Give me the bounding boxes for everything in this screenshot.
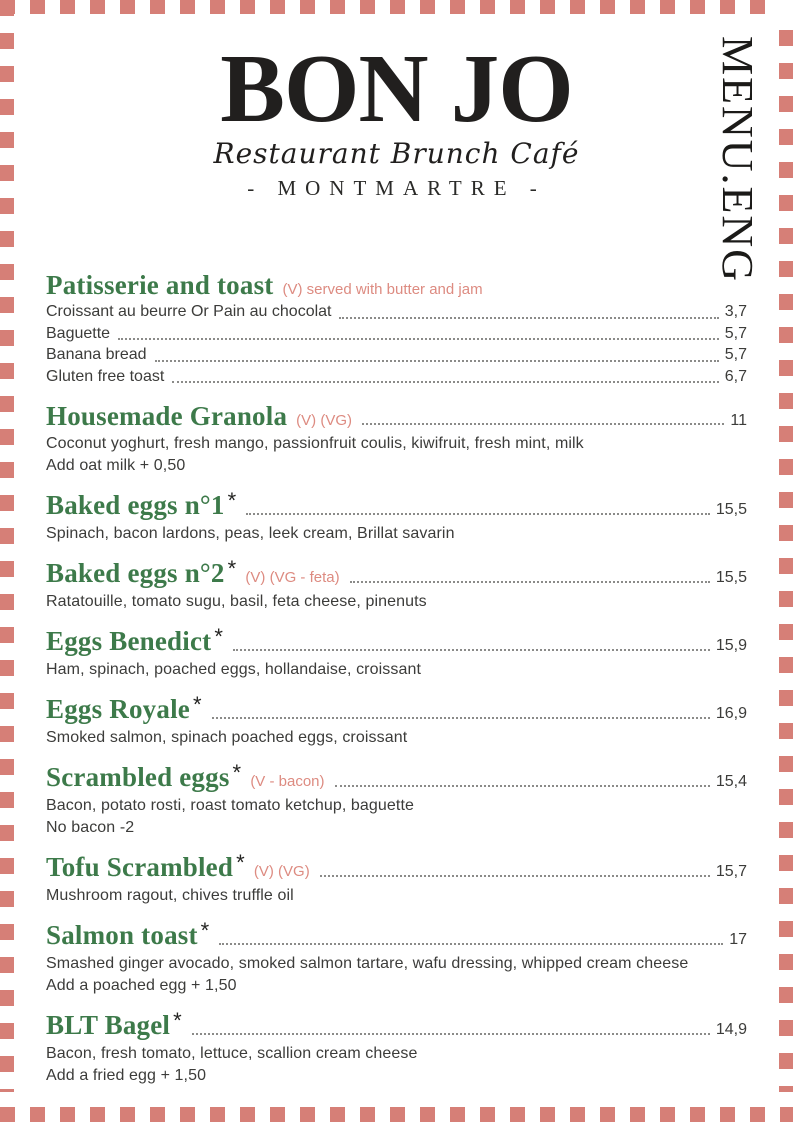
section-price: 15,5 bbox=[715, 501, 747, 518]
section-heading-row bbox=[46, 1010, 747, 1042]
dotted-leader bbox=[246, 513, 709, 515]
section-title bbox=[46, 558, 236, 590]
section-title bbox=[46, 920, 209, 952]
section-title-text: Salmon toast bbox=[46, 920, 198, 950]
item-price: 3,7 bbox=[724, 303, 747, 320]
dish-description: Mushroom ragout, chives truffle oil bbox=[46, 887, 294, 904]
item-price: 5,7 bbox=[724, 346, 747, 363]
menu-section-salmon-toast bbox=[46, 920, 747, 996]
section-title bbox=[46, 852, 245, 884]
section-title bbox=[46, 694, 202, 726]
menu-section-baked-eggs-n2 bbox=[46, 558, 747, 612]
asterisk-mark: * bbox=[227, 488, 237, 513]
dotted-leader bbox=[212, 717, 710, 719]
item-name: Gluten free toast bbox=[46, 367, 165, 385]
asterisk-mark: * bbox=[232, 760, 242, 785]
menu-list bbox=[46, 270, 747, 1086]
section-title-text: Eggs Royale bbox=[46, 694, 190, 724]
item-price: 6,7 bbox=[724, 367, 747, 385]
asterisk-mark: * bbox=[236, 850, 245, 875]
dotted-leader bbox=[219, 943, 723, 945]
dotted-leader bbox=[339, 317, 718, 319]
dotted-leader bbox=[155, 360, 719, 362]
dish-description: Bacon, potato rosti, roast tomato ketchup, baguette bbox=[46, 797, 414, 814]
section-note: (V) (VG) bbox=[253, 863, 310, 880]
asterisk-mark: * bbox=[200, 918, 210, 943]
section-title-text: Tofu Scrambled bbox=[46, 852, 234, 882]
section-title bbox=[46, 270, 273, 301]
menu-item-row bbox=[46, 301, 747, 323]
section-heading-row bbox=[46, 762, 747, 794]
dish-description: Ratatouille, tomato sugu, basil, feta cheese, pinenuts bbox=[46, 593, 427, 610]
section-heading-row bbox=[46, 694, 747, 726]
restaurant-header bbox=[46, 35, 747, 200]
section-title-text: BLT Bagel bbox=[46, 1010, 171, 1040]
section-heading-row bbox=[46, 490, 747, 522]
section-heading-row bbox=[46, 401, 747, 432]
dish-description: Smoked salmon, spinach poached eggs, croissant bbox=[46, 729, 408, 746]
item-name: Baguette bbox=[46, 324, 111, 342]
menu-section-scrambled-eggs bbox=[46, 762, 747, 838]
dotted-leader bbox=[320, 875, 710, 877]
dotted-leader bbox=[192, 1033, 710, 1035]
dotted-leader bbox=[118, 338, 719, 340]
dish-option-note: Add a poached egg + 1,50 bbox=[46, 977, 237, 994]
section-title-text: Baked eggs n°1 bbox=[46, 490, 225, 520]
item-name: Banana bread bbox=[46, 346, 147, 363]
dotted-leader bbox=[172, 381, 718, 383]
section-heading-row bbox=[46, 626, 747, 658]
asterisk-mark: * bbox=[227, 556, 237, 581]
dish-option-note: No bacon -2 bbox=[46, 819, 135, 836]
dotted-leader bbox=[233, 649, 710, 651]
section-note: (V) (VG) bbox=[296, 412, 352, 429]
section-price: 11 bbox=[730, 412, 747, 429]
section-title bbox=[46, 762, 241, 794]
item-price: 5,7 bbox=[724, 324, 747, 342]
dotted-leader bbox=[362, 423, 724, 425]
section-price: 16,9 bbox=[715, 705, 747, 722]
dotted-leader bbox=[335, 785, 710, 787]
section-heading-row bbox=[46, 270, 747, 301]
menu-section-blt-bagel bbox=[46, 1010, 747, 1086]
section-title-text: Baked eggs n°2 bbox=[46, 558, 225, 588]
section-title bbox=[46, 1010, 182, 1042]
section-price: 14,9 bbox=[715, 1021, 747, 1038]
dish-description: Spinach, bacon lardons, peas, leek cream, Brillat savarin bbox=[46, 525, 455, 542]
section-price: 15,9 bbox=[715, 637, 747, 654]
dish-description: Coconut yoghurt, fresh mango, passionfruit coulis, kiwifruit, fresh mint, milk bbox=[46, 435, 584, 452]
section-title bbox=[46, 401, 287, 432]
asterisk-mark: * bbox=[192, 692, 202, 717]
menu-section-tofu-scrambled bbox=[46, 852, 747, 906]
dish-description: Ham, spinach, poached eggs, hollandaise, croissant bbox=[46, 661, 421, 678]
dish-description: Bacon, fresh tomato, lettuce, scallion cream cheese bbox=[46, 1045, 418, 1062]
restaurant-name: BON JO bbox=[220, 35, 573, 142]
menu-section-eggs-royale bbox=[46, 694, 747, 748]
section-heading-row bbox=[46, 852, 747, 884]
item-name: Croissant au beurre Or Pain au chocolat bbox=[46, 303, 332, 320]
section-price: 17 bbox=[729, 931, 747, 948]
section-price: 15,7 bbox=[715, 863, 747, 880]
section-note: (V) (VG - feta) bbox=[245, 569, 340, 586]
menu-item-row bbox=[46, 323, 747, 345]
menu-item-row bbox=[46, 366, 747, 388]
section-title-text: Housemade Granola bbox=[46, 401, 288, 431]
section-price: 15,5 bbox=[715, 569, 747, 586]
section-title-text: Patisserie and toast bbox=[46, 270, 274, 300]
dish-option-note: Add oat milk + 0,50 bbox=[46, 457, 186, 474]
dish-option-note: Add a fried egg + 1,50 bbox=[46, 1067, 207, 1084]
section-heading-row bbox=[46, 920, 747, 952]
asterisk-mark: * bbox=[173, 1008, 182, 1033]
section-title bbox=[46, 490, 236, 522]
dish-description: Smashed ginger avocado, smoked salmon tartare, wafu dressing, whipped cream cheese bbox=[46, 955, 689, 972]
section-note: (V - bacon) bbox=[250, 773, 325, 790]
section-heading-row bbox=[46, 558, 747, 590]
menu-section-eggs-benedict bbox=[46, 626, 747, 680]
section-title bbox=[46, 626, 223, 658]
dotted-leader bbox=[350, 581, 710, 583]
section-title-text: Eggs Benedict bbox=[46, 626, 212, 656]
menu-section-housemade-granola bbox=[46, 401, 747, 476]
restaurant-subtitle: Restaurant Brunch Café bbox=[213, 137, 580, 170]
menu-section-patisserie-and-toast bbox=[46, 270, 747, 387]
menu-language-label: MENU.ENG bbox=[713, 36, 762, 283]
asterisk-mark: * bbox=[214, 624, 224, 649]
section-price: 15,4 bbox=[715, 773, 747, 790]
section-note: (V) served with butter and jam bbox=[282, 281, 483, 298]
location-label: - MONTMARTRE - bbox=[247, 176, 546, 200]
menu-item-row bbox=[46, 344, 747, 366]
menu-section-baked-eggs-n1 bbox=[46, 490, 747, 544]
section-title-text: Scrambled eggs bbox=[46, 762, 230, 792]
